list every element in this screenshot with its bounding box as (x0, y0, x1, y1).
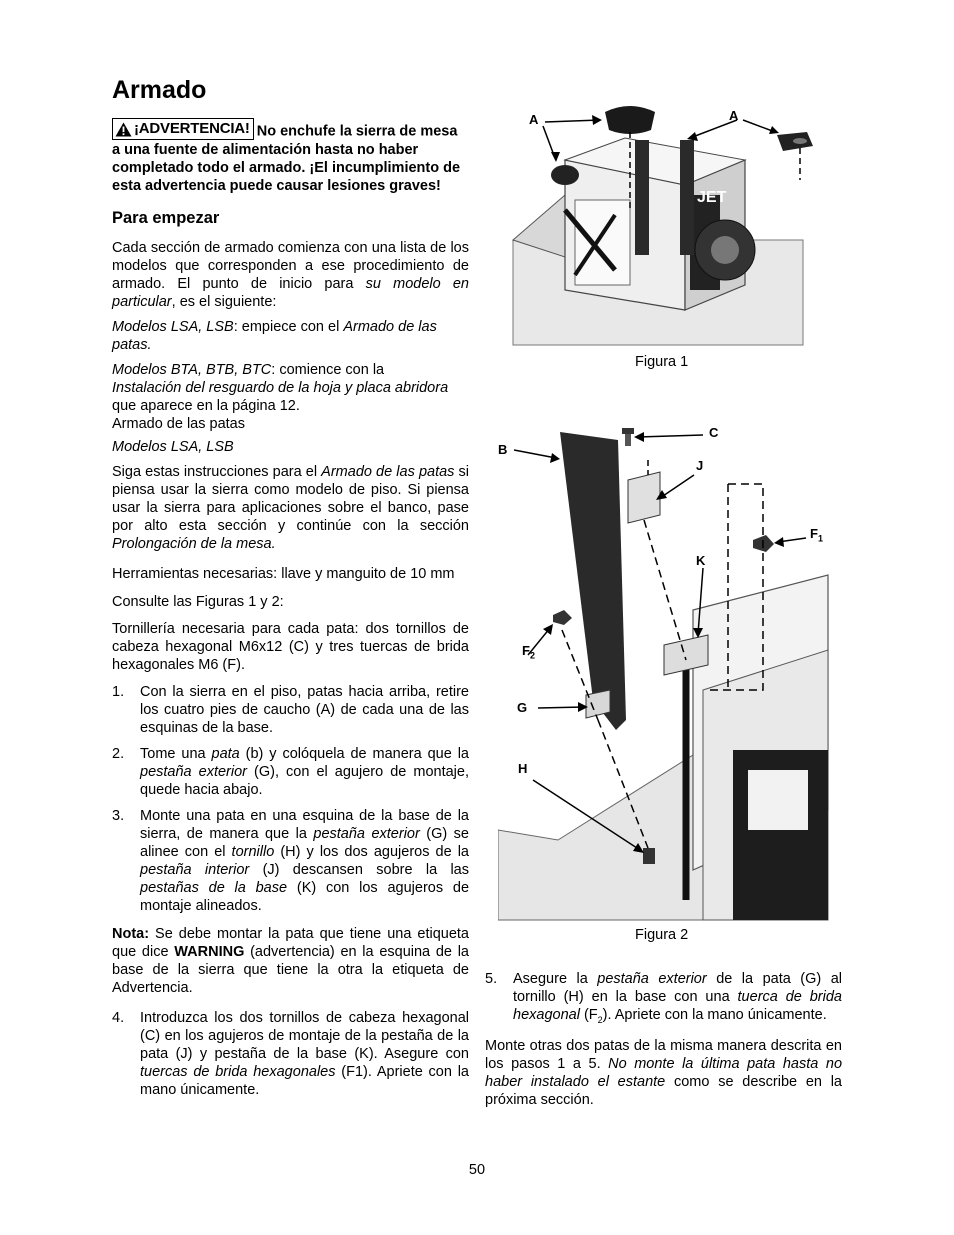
step-italic: pestaña exterior (313, 825, 420, 842)
consult-paragraph: Consulte las Figuras 1 y 2: (112, 593, 284, 610)
step-text: Tome una (140, 745, 212, 762)
right-column (485, 970, 842, 1116)
step-text: ). Apriete con la mano únicamente. (602, 1007, 827, 1023)
follow-italic: Armado de las patas (321, 463, 455, 480)
step-5 (485, 970, 842, 1029)
steps-list-c (485, 970, 842, 1029)
closing-italic: No monte la última pata hasta no haber instalado el estante (485, 1055, 843, 1090)
step-number: 3. (112, 807, 125, 824)
legs-models-label: Modelos LSA, LSB (112, 438, 234, 455)
closing-paragraph (485, 1037, 842, 1109)
section-heading: Para empezar (112, 208, 220, 227)
left-column (112, 118, 469, 1107)
figure-2-callout-c: C (709, 425, 719, 440)
figure-2-callout-j: J (696, 458, 704, 473)
figure-2-caption: Figura 2 (635, 927, 689, 943)
figure-2-callout-f2-sub: 2 (529, 650, 535, 661)
warning-badge (112, 118, 254, 140)
step-1 (112, 683, 469, 737)
step-text: (F (579, 1007, 598, 1023)
follow-text: Siga estas instrucciones para el (112, 463, 322, 480)
legs-heading: Armado de las patas (112, 415, 245, 432)
warning-triangle-icon (115, 122, 132, 137)
follow-italic-end: Prolongación de la mesa. (112, 535, 276, 552)
figure-2-callout-f2 (522, 643, 535, 661)
step-number: 5. (485, 971, 498, 987)
warning-text: No enchufe la sierra de mesa a una fuente de alimentación hasta no haber completado todo el armado. ¡El incumplimiento de esta advertencia puede causar lesiones graves! (112, 123, 461, 194)
figure-2-callout-k: K (696, 553, 706, 568)
figure-2-callout-f1-sub: 1 (817, 533, 823, 544)
figure-2-callout-f1 (810, 526, 823, 544)
note-label: Nota: (112, 925, 150, 942)
step-3 (112, 807, 469, 915)
step-text: (K) con los agujeros de montaje alineados. (140, 879, 470, 914)
step-text: (H) y los dos agujeros de la (274, 843, 470, 860)
step-number: 1. (112, 683, 125, 700)
step-text: Introduzca los dos tornillos de cabeza hexagonal (C) en los agujeros de montaje de la pestaña de la pata (J) y pestaña de la base (K). Asegure con (140, 1009, 469, 1062)
step-text: de la pata (G) al tornillo (H) en la base con una (513, 971, 842, 1005)
note-paragraph (112, 925, 469, 997)
warning-block (112, 118, 469, 195)
figure-1-callout-a-left: A (529, 112, 539, 127)
follow-paragraph (112, 463, 469, 553)
figure-2-callout-b: B (498, 442, 508, 457)
step-italic: tornillo (231, 843, 275, 860)
tools-paragraph: Herramientas necesarias: llave y manguito de 10 mm (112, 565, 455, 582)
models-bta-ref: Instalación del resguardo de la hoja y placa abridora (112, 379, 449, 396)
intro-text-end: , es el siguiente: (171, 293, 277, 310)
figure-2-callout-f2-letter: F (522, 643, 530, 658)
step-italic: pestaña exterior (140, 763, 247, 780)
legs-models (112, 438, 469, 456)
intro-paragraph (112, 239, 469, 311)
step-italic: pestañas de la base (140, 879, 288, 896)
note-text: Se debe montar la pata que tiene una etiqueta que dice (112, 925, 469, 960)
step-4 (112, 1009, 469, 1099)
figure-2-illustration (498, 420, 838, 922)
figure-1-illustration (505, 100, 845, 352)
step-number: 2. (112, 745, 125, 762)
step-text: Con la sierra en el piso, patas hacia arriba, retire los cuatro pies de caucho (A) de cada una de las esquinas de la base. (140, 683, 469, 736)
note-text-end: (advertencia) en la esquina de la base de la sierra que tiene la otra la etiqueta de Advertencia. (112, 943, 469, 996)
models-lsa-paragraph (112, 318, 469, 354)
hardware-paragraph: Tornillería necesaria para cada pata: dos tornillos de cabeza hexagonal M6x12 (C) y tres tuercas de brida hexagonales M6 (F). (112, 620, 469, 673)
intro-italic: su modelo en particular (112, 275, 469, 310)
step-text: (G), con el agujero de montaje, quede hacia abajo. (140, 763, 469, 798)
models-bta-label: Modelos BTA, BTB, BTC (112, 361, 272, 378)
intro-text: Cada sección de armado comienza con una lista de los modelos que corresponden a ese procedimiento de armado. El punto de inicio para (112, 239, 469, 292)
closing-text: Monte otras dos patas de la misma manera descrita en los pasos 1 a 5. (485, 1037, 842, 1072)
models-lsa-ref: Armado de las patas. (112, 318, 437, 353)
step-italic: pestaña exterior (597, 971, 707, 987)
steps-list-b (112, 1009, 469, 1099)
step-text: Monte una pata en una esquina de la base de la sierra, de manera que la (140, 807, 469, 842)
steps-list-a (112, 683, 469, 915)
models-lsa-text: : empiece con el (233, 318, 344, 335)
follow-text-mid: si piensa usar la sierra como modelo de piso. Si piensa usar la sierra para aplicaciones sobre el banco, pase por alto esta sección y continúe con la sección (112, 463, 470, 534)
figure-2-callout-g: G (517, 700, 528, 715)
page-title: Armado (112, 76, 207, 104)
step-subscript: 2 (597, 1014, 603, 1025)
figure-1-callout-a-right: A (729, 108, 739, 123)
step-italic: pata (211, 745, 240, 762)
step-2 (112, 745, 469, 799)
step-text: (F1). Apriete con la mano únicamente. (140, 1063, 469, 1098)
step-italic: pestaña interior (140, 861, 250, 878)
figure-1-caption: Figura 1 (635, 354, 689, 370)
step-text: Asegure la (513, 971, 598, 987)
figure-2-callout-f1-letter: F (810, 526, 818, 541)
page-number: 50 (468, 1162, 486, 1178)
note-bold: WARNING (174, 943, 245, 960)
step-text: (J) descansen sobre la las (249, 861, 469, 878)
step-text: (G) se alinee con el (140, 825, 469, 860)
models-bta-page: que aparece en la página 12. (112, 397, 300, 414)
step-italic: tuerca de brida hexagonal (513, 989, 842, 1023)
models-lsa-label: Modelos LSA, LSB (112, 318, 234, 335)
figure-2-callout-h: H (518, 761, 528, 776)
closing-text-end: como se describe en la próxima sección. (485, 1073, 842, 1108)
models-bta-text: : comience con la (271, 361, 385, 378)
warning-badge-label: ¡ADVERTENCIA! (134, 120, 250, 137)
step-text: (b) y colóquela de manera que la (239, 745, 469, 762)
models-bta-paragraph (112, 361, 469, 415)
step-italic: tuercas de brida hexagonales (140, 1063, 336, 1080)
jet-logo: JET (697, 189, 727, 206)
step-number: 4. (112, 1009, 125, 1026)
